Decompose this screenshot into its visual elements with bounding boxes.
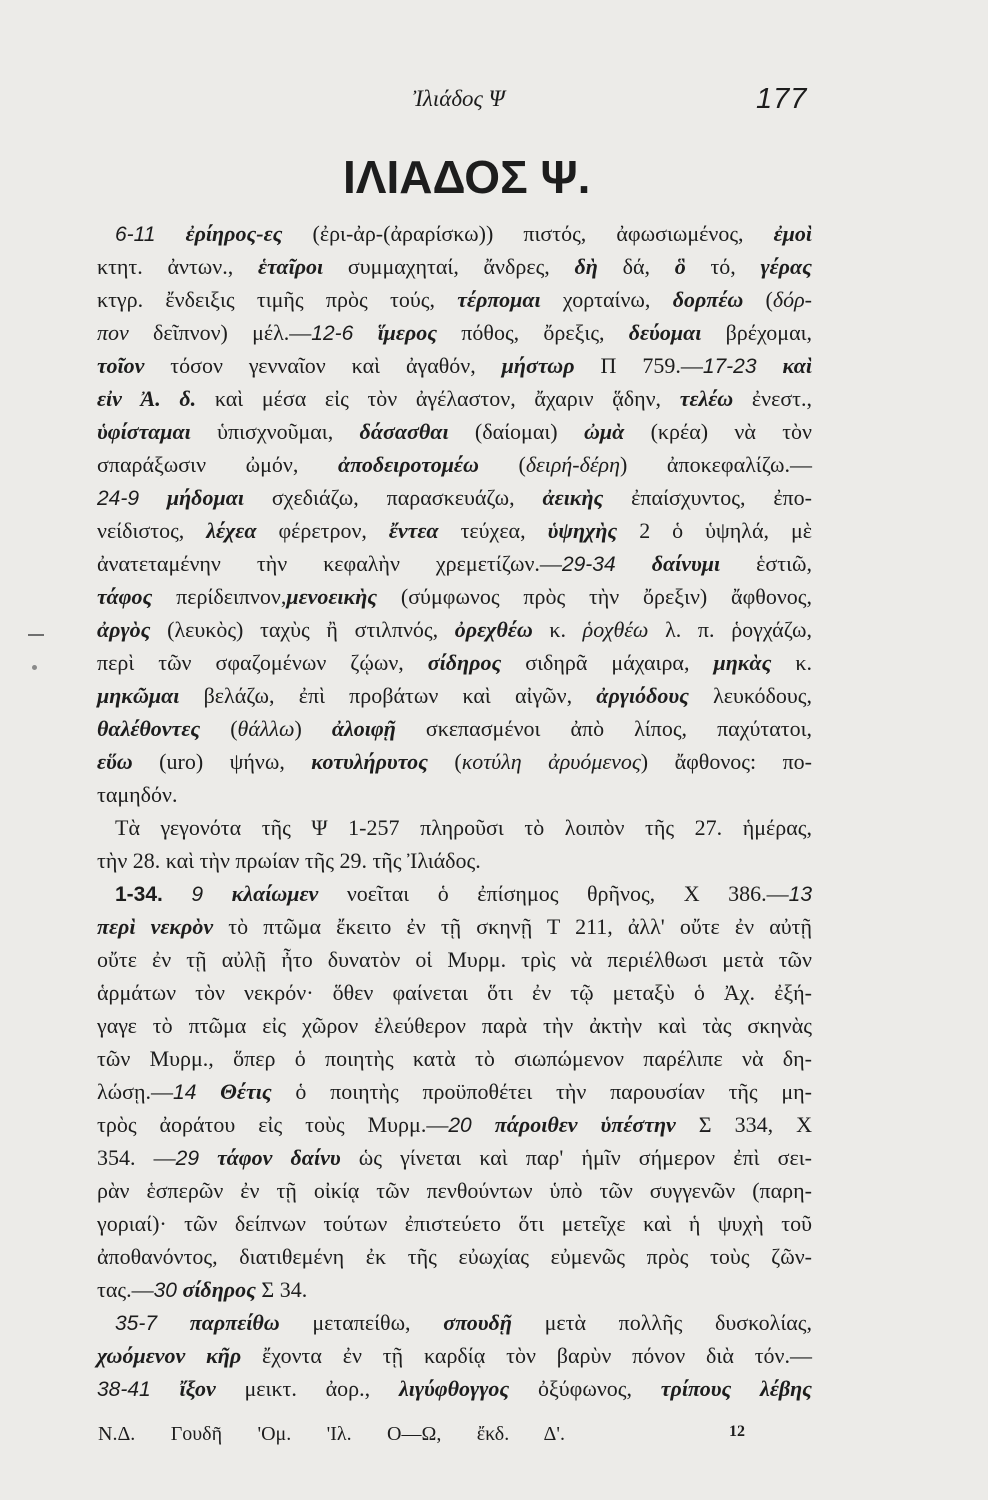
gloss-text: τας.— bbox=[97, 1277, 154, 1302]
gloss-text: (δαίομαι) bbox=[448, 419, 584, 444]
footer-signature: Ν.Δ. Γουδῆ 'Ομ. 'Ιλ. Ο—Ω, ἔκδ. Δ'. bbox=[98, 1423, 565, 1445]
lemma-word: παρπείθω bbox=[189, 1310, 280, 1335]
gloss-text: τρὸς ἀοράτου εἰς τοὺς Μυρμ.— bbox=[97, 1112, 449, 1137]
text-line bbox=[97, 283, 812, 316]
lemma-word: ὃ bbox=[674, 254, 686, 279]
gloss-text: τό, bbox=[685, 254, 761, 279]
gloss-text: ( bbox=[200, 716, 238, 741]
lemma-word: ἐρίηρος-ες bbox=[185, 221, 283, 246]
lemma-word: δὴ bbox=[574, 254, 598, 279]
text-line bbox=[97, 976, 812, 1009]
line-reference: 9 bbox=[191, 883, 204, 906]
lemma-word: κλαίωμεν bbox=[231, 881, 319, 906]
gloss-text bbox=[757, 353, 783, 378]
text-line bbox=[97, 1075, 812, 1108]
gloss-text: (σύμφωνος πρὸς τὴν ὄρεξιν) ἄφθονος, bbox=[377, 584, 812, 609]
gloss-text bbox=[616, 551, 652, 576]
lemma-word: τελέω bbox=[679, 386, 734, 411]
gloss-text: ὡς γίνεται καὶ παρ' ἡμῖν σήμερον ἐπὶ σει- bbox=[340, 1145, 812, 1170]
lemma-word: καὶ bbox=[782, 353, 813, 378]
lemma-word: ἀεικὴς bbox=[542, 485, 604, 510]
text-line bbox=[97, 811, 812, 844]
lemma-word: δεύομαι bbox=[628, 320, 702, 345]
gloss-text: Σ 34. bbox=[255, 1277, 308, 1302]
gloss-text: ) bbox=[294, 716, 332, 741]
gloss-text: οὔτε ἐν τῇ αὐλῇ ἦτο δυνατὸν οἱ Μυρμ. τρὶς νὰ περιέλθωσι μετὰ τῶν bbox=[97, 947, 812, 972]
text-line bbox=[97, 1306, 812, 1339]
gloss-text: νείδιστος, bbox=[97, 518, 207, 543]
lemma-word: σίδηρος bbox=[427, 650, 502, 675]
gloss-text: ἐνεστ., bbox=[733, 386, 813, 411]
gloss-text: γοριαί)· τῶν δείπνων τούτων ἐπιστεύετο ὅτι μετεῖχε καὶ ἡ ψυχὴ τοῦ bbox=[97, 1211, 812, 1236]
gloss-text: χορταίνω, bbox=[540, 287, 673, 312]
gloss-text bbox=[203, 881, 232, 906]
line-reference: 20 bbox=[448, 1114, 472, 1137]
gloss-text: τὴν 28. καὶ τὴν πρωίαν τῆς 29. τῆς Ἰλιάδος. bbox=[97, 848, 481, 873]
page-number: 177 bbox=[756, 83, 808, 115]
lemma-word: ἴξον bbox=[179, 1376, 216, 1401]
gloss-text bbox=[139, 485, 167, 510]
gloss-text: φέρετρον, bbox=[256, 518, 389, 543]
text-line bbox=[97, 877, 812, 910]
gloss-text: ( bbox=[743, 287, 773, 312]
lemma-word: ἀλοιφῇ bbox=[331, 716, 396, 741]
line-reference: 29 bbox=[175, 1147, 199, 1170]
gloss-text: νοεῖται ὁ ἐπίσημος θρῆνος, Χ 386.— bbox=[318, 881, 789, 906]
line-reference: 12-6 bbox=[311, 322, 354, 345]
gloss-text: σκεπασμένοι ἀπὸ λίπος, παχύτατοι, bbox=[395, 716, 812, 741]
lemma-word: περὶ νεκρὸν bbox=[97, 914, 214, 939]
text-line bbox=[97, 349, 812, 382]
lemma-word: σίδηρος bbox=[182, 1277, 256, 1302]
text-line bbox=[97, 778, 812, 811]
gloss-text: ( bbox=[427, 749, 462, 774]
text-line bbox=[97, 910, 812, 943]
gloss-text: Τὰ γεγονότα τῆς Ψ 1-257 πληροῦσι τὸ λοιπὸν τῆς 27. ἡμέρας, bbox=[115, 815, 812, 840]
text-line bbox=[97, 844, 812, 877]
gloss-text: βελάζω, ἐπὶ προβάτων καὶ αἰγῶν, bbox=[179, 683, 597, 708]
italic-text: δειρή-δέρη bbox=[525, 452, 620, 477]
lemma-word: δορπέω bbox=[672, 287, 744, 312]
text-line bbox=[97, 943, 812, 976]
gloss-text: ) ἄφθονος: πο- bbox=[640, 749, 813, 774]
gloss-text: λευκόδους, bbox=[688, 683, 812, 708]
chapter-title: ΙΛΙΑΔΟΣ Ψ. bbox=[343, 151, 591, 203]
lemma-word: ὠμὰ bbox=[583, 419, 625, 444]
lemma-word: γέρας bbox=[760, 254, 812, 279]
line-reference: 38-41 bbox=[97, 1378, 151, 1401]
gloss-text: 354. — bbox=[97, 1145, 176, 1170]
text-line bbox=[97, 613, 812, 646]
gloss-text: ) ἀποκεφαλίζω.— bbox=[620, 452, 812, 477]
text-line bbox=[97, 514, 812, 547]
lemma-word: μήστωρ bbox=[501, 353, 575, 378]
italic-text: κοτύλη ἀρυόμενος bbox=[461, 749, 641, 774]
gloss-text: ὑπισχνοῦμαι, bbox=[190, 419, 360, 444]
lemma-word: ἀποδειροτομέω bbox=[337, 452, 479, 477]
text-line bbox=[97, 580, 812, 613]
text-line bbox=[97, 1174, 812, 1207]
gloss-text: σχεδιάζω, παρασκευάζω, bbox=[243, 485, 543, 510]
text-line bbox=[97, 1141, 812, 1174]
gloss-text: ἀποθανόντος, διατιθεμένη ἐκ τῆς εὐωχίας εὐμενῶς πρὸς τοὺς ζῶν- bbox=[97, 1244, 812, 1269]
text-line bbox=[97, 217, 812, 250]
section-reference: 1-34. bbox=[115, 883, 163, 906]
gloss-text: ὁ ποιητὴς προϋποθέτει τὴν παρουσίαν τῆς μη- bbox=[271, 1079, 813, 1104]
text-line bbox=[97, 547, 812, 580]
gloss-text bbox=[157, 1310, 190, 1335]
lemma-word: εὕω bbox=[97, 749, 133, 774]
gloss-text: ὀξύφωνος, bbox=[509, 1376, 661, 1401]
line-reference: 24-9 bbox=[97, 487, 140, 510]
gloss-text: ταμηδόν. bbox=[97, 782, 178, 807]
gloss-text: σιδηρᾶ μάχαιρα, bbox=[501, 650, 714, 675]
gloss-text: τεύχεα, bbox=[438, 518, 548, 543]
gloss-text: καὶ μέσα εἰς τὸν ἀγέλαστον, ἄχαριν ᾅδην, bbox=[196, 386, 680, 411]
text-line bbox=[97, 448, 812, 481]
lemma-word: θαλέθοντες bbox=[97, 716, 201, 741]
lemma-word: ὑφίσταμαι bbox=[97, 419, 191, 444]
gloss-text: σπαράξωσιν ὠμόν, bbox=[97, 452, 338, 477]
gloss-text: βρέχομαι, bbox=[701, 320, 813, 345]
lemma-word: λέχεα bbox=[206, 518, 257, 543]
text-line bbox=[97, 316, 812, 349]
italic-text: θάλλω bbox=[237, 716, 295, 741]
lemma-word: σπουδῇ bbox=[443, 1310, 512, 1335]
text-line bbox=[97, 679, 812, 712]
gloss-text bbox=[155, 221, 185, 246]
lemma-word: δάσασθαι bbox=[359, 419, 449, 444]
lemma-word: τέρπομαι bbox=[457, 287, 541, 312]
commentary-text bbox=[97, 217, 812, 1405]
lemma-word: ἀργὸς bbox=[97, 617, 151, 642]
line-reference: 17-23 bbox=[702, 355, 757, 378]
gloss-text: μεικτ. ἀορ., bbox=[215, 1376, 399, 1401]
lemma-word: μενοεικὴς bbox=[286, 584, 378, 609]
line-reference: 29-34 bbox=[561, 553, 616, 576]
italic-text: δόρ- bbox=[772, 287, 812, 312]
text-line bbox=[97, 382, 812, 415]
lemma-word: ἔντεα bbox=[388, 518, 439, 543]
gloss-text bbox=[353, 320, 377, 345]
lemma-word: ἐμοὶ bbox=[773, 221, 812, 246]
gloss-text: περὶ τῶν σφαζομένων ζῴων, bbox=[97, 650, 428, 675]
line-reference: 13 bbox=[788, 883, 812, 906]
gloss-text: Σ 334, Χ bbox=[675, 1112, 812, 1137]
italic-text: πον bbox=[97, 320, 129, 345]
gloss-text: (λευκὸς) ταχὺς ἢ στιλπνός, bbox=[150, 617, 455, 642]
gloss-text: πόθος, ὄρεξις, bbox=[437, 320, 629, 345]
text-line bbox=[97, 1273, 812, 1306]
lemma-word: μηκὰς bbox=[713, 650, 772, 675]
gloss-text: δά, bbox=[597, 254, 675, 279]
gloss-text: κτγρ. ἔνδειξις τιμῆς πρὸς τούς, bbox=[97, 287, 458, 312]
gloss-text: λώσῃ.— bbox=[97, 1079, 174, 1104]
running-title: Ἰλιάδος Ψ bbox=[413, 86, 505, 111]
lemma-word: τρίπους λέβης bbox=[660, 1376, 812, 1401]
line-reference: 6-11 bbox=[115, 223, 156, 246]
text-line bbox=[97, 745, 812, 778]
gloss-text bbox=[199, 1145, 217, 1170]
scan-mark bbox=[32, 665, 37, 670]
gloss-text: κ. bbox=[532, 617, 583, 642]
lemma-word: χωόμενον κῆρ bbox=[97, 1343, 242, 1368]
gloss-text: ἀνατεταμένην τὴν κεφαλὴν χρεμετίζων.— bbox=[97, 551, 562, 576]
gloss-text: περίδειπνον, bbox=[152, 584, 287, 609]
italic-text: ῥοχθέω bbox=[582, 617, 649, 642]
lemma-word: κοτυλήρυτος bbox=[311, 749, 428, 774]
lemma-word: λιγύφθογγος bbox=[398, 1376, 510, 1401]
text-line bbox=[97, 646, 812, 679]
lemma-word: Θέτις bbox=[220, 1079, 272, 1104]
lemma-word: τάφος bbox=[97, 584, 153, 609]
gloss-text: ἑστιῶ, bbox=[720, 551, 813, 576]
gloss-text: Π 759.— bbox=[574, 353, 703, 378]
gloss-text: (κρέα) νὰ τὸν bbox=[624, 419, 812, 444]
text-line bbox=[97, 250, 812, 283]
lemma-word: ὀρεχθέω bbox=[454, 617, 533, 642]
lemma-word: ὑψηχὴς bbox=[547, 518, 618, 543]
gloss-text: (ἐρι-ἀρ-(ἀραρίσκω)) πιστός, ἀφωσιωμένος, bbox=[282, 221, 774, 246]
gloss-text: δεῖπνον) μέλ.— bbox=[128, 320, 312, 345]
text-line bbox=[97, 1009, 812, 1042]
text-line bbox=[97, 1339, 812, 1372]
gloss-text: μεταπείθω, bbox=[279, 1310, 444, 1335]
lemma-word: μήδομαι bbox=[166, 485, 244, 510]
gloss-text: τῶν Μυρμ., ὅπερ ὁ ποιητὴς κατὰ τὸ σιωπώμενον παρέλιπε νὰ δη- bbox=[97, 1046, 812, 1071]
lemma-word: ἑταῖροι bbox=[257, 254, 324, 279]
sheet-number: 12 bbox=[729, 1423, 745, 1440]
line-reference: 35-7 bbox=[115, 1312, 158, 1335]
gloss-text: γαγε τὸ πτῶμα εἰς χῶρον ἐλεύθερον παρὰ τὴν ἀκτὴν καὶ τὰς σκηνὰς bbox=[97, 1013, 812, 1038]
lemma-word: τοῖον bbox=[97, 353, 145, 378]
scan-mark bbox=[28, 634, 44, 636]
gloss-text: λ. π. ῥογχάζω, bbox=[648, 617, 812, 642]
gloss-text: ρὰν ἑσπερῶν ἐν τῇ οἰκίᾳ τῶν πενθούντων ὑπὸ τῶν συγγενῶν (παρη- bbox=[97, 1178, 812, 1203]
gloss-text: ( bbox=[478, 452, 526, 477]
lemma-word: μηκῶμαι bbox=[97, 683, 180, 708]
lemma-word: πάροιθεν ὑπέστην bbox=[494, 1112, 676, 1137]
text-line bbox=[97, 481, 812, 514]
text-line bbox=[97, 712, 812, 745]
gloss-text: ἐπαίσχυντος, ἐπο- bbox=[603, 485, 812, 510]
text-line bbox=[97, 1108, 812, 1141]
gloss-text bbox=[151, 1376, 180, 1401]
gloss-text: ἁρμάτων τὸν νεκρόν· ὅθεν φαίνεται ὅτι ἐν τῷ μεταξὺ ὁ Ἀχ. ἐξή- bbox=[97, 980, 812, 1005]
gloss-text: 2 ὁ ὑψηλά, μὲ bbox=[617, 518, 812, 543]
lemma-word: τάφον δαίνυ bbox=[217, 1145, 341, 1170]
line-reference: 14 bbox=[173, 1081, 197, 1104]
text-line bbox=[97, 1042, 812, 1075]
lemma-word: δαίνυμι bbox=[651, 551, 721, 576]
gloss-text: κ. bbox=[771, 650, 812, 675]
gloss-text: ἔχοντα ἐν τῇ καρδίᾳ τὸν βαρὺν πόνον διὰ τόν.— bbox=[241, 1343, 812, 1368]
text-line bbox=[97, 1240, 812, 1273]
gloss-text: τόσον γενναῖον καὶ ἀγαθόν, bbox=[144, 353, 502, 378]
gloss-text bbox=[163, 881, 192, 906]
text-line bbox=[97, 1207, 812, 1240]
gloss-text: (uro) ψήνω, bbox=[132, 749, 312, 774]
lemma-word: ἵμερος bbox=[377, 320, 438, 345]
gloss-text: συμμαχηταί, ἄνδρες, bbox=[323, 254, 575, 279]
gloss-text: μετὰ πολλῆς δυσκολίας, bbox=[511, 1310, 813, 1335]
gloss-text: τὸ πτῶμα ἔκειτο ἐν τῇ σκηνῇ Τ 211, ἀλλ' οὔτε ἐν αὐτῇ bbox=[213, 914, 812, 939]
text-line bbox=[97, 1372, 812, 1405]
gloss-text: κτητ. ἀντων., bbox=[97, 254, 258, 279]
lemma-word: ἀργιόδους bbox=[596, 683, 689, 708]
text-line bbox=[97, 415, 812, 448]
gloss-text bbox=[472, 1112, 495, 1137]
line-reference: 30 bbox=[153, 1279, 177, 1302]
lemma-word: εἰν Ἀ. δ. bbox=[97, 386, 197, 411]
gloss-text bbox=[196, 1079, 220, 1104]
